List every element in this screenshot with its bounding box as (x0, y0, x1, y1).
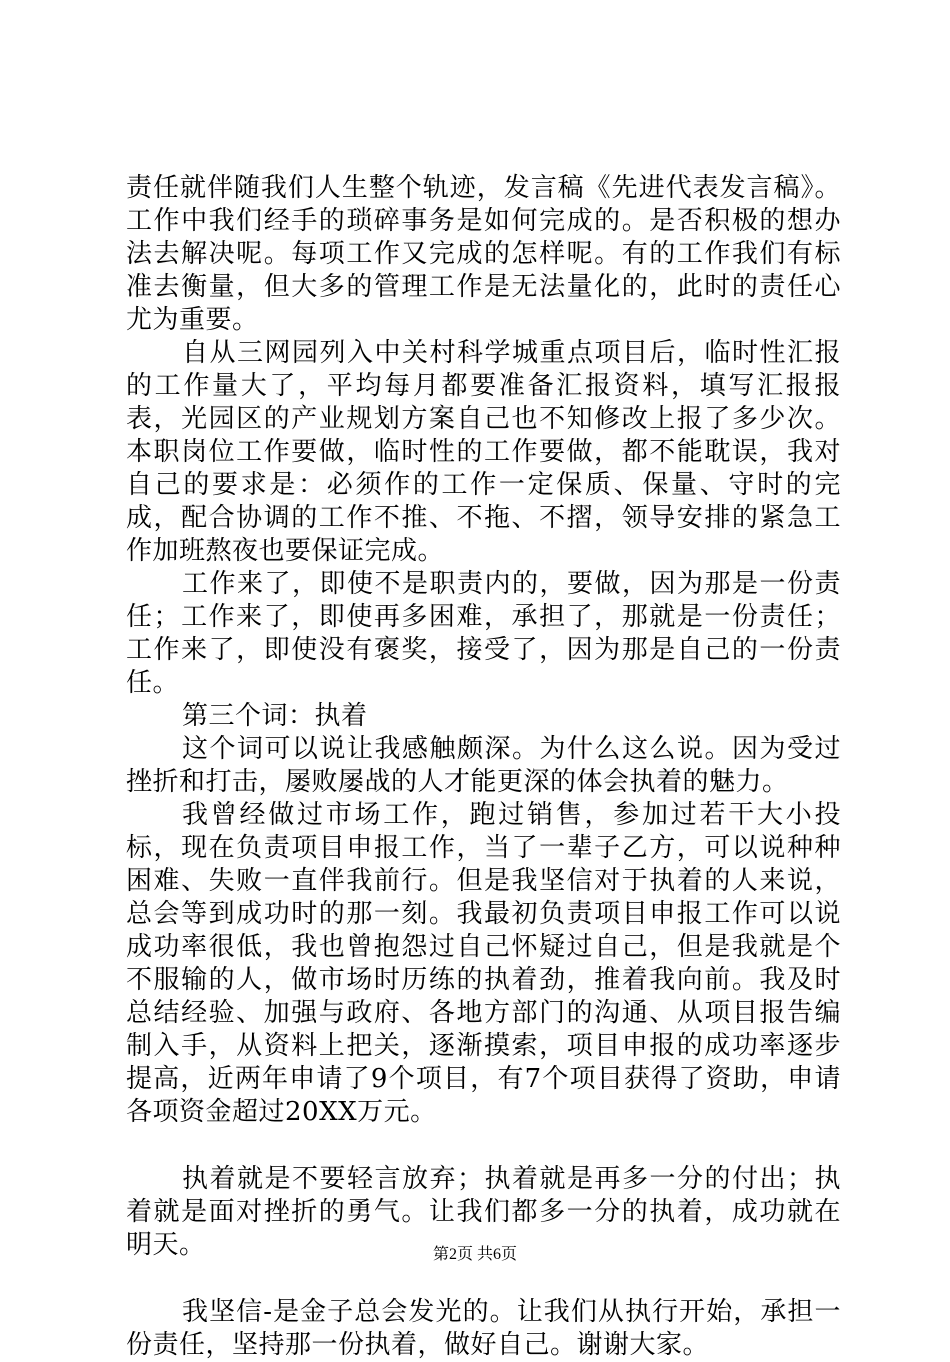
document-body (126, 172, 841, 1362)
page-number-footer: 第2页 共6页 (432, 1246, 517, 1263)
paragraph-responsibility-intro: 责任就伴随我们人生整个轨迹，发言稿《先进代表发言稿》。工作中我们经手的琐碎事务是如何完成的。是否积极的想办法去解决呢。每项工作又完成的怎样呢。有的工作我们有标准去衡量，但大多的管理工作是无法量化的，此时的责任心尤为重要。 (126, 173, 841, 335)
paragraph-market-experience: 我曾经做过市场工作，跑过销售，参加过若干大小投标，现在负责项目申报工作，当了一辈子乙方，可以说种种困难、失败一直伴我前行。但是我坚信对于执着的人来说，总会等到成功时的那一刻。我最初负责项目申报工作可以说成功率很低，我也曾抱怨过自己怀疑过自己，但是我就是个不服输的人，做市场时历练的执着劲，推着我向前。我及时总结经验、加强与政府、各地方部门的沟通、从项目报告编制入手，从资料上把关，逐渐摸索，项目申报的成功率逐步提高，近两年申请了9个项目，有7个项目获得了资助，申请各项资金超过20XX万元。 (126, 800, 841, 1127)
paragraph-sanwangyuan: 自从三网园列入中关村科学城重点项目后，临时性汇报的工作量大了，平均每月都要准备汇报资料，填写汇报报表，光园区的产业规划方案自己也不知修改上报了多少次。本职岗位工作要做，临时性的工作要做，都不能耽误，我对自己的要求是：必须作的工作一定保质、保量、守时的完成，配合协调的工作不推、不拖、不摺，领导安排的紧急工作加班熬夜也要保证完成。 (126, 338, 841, 566)
section-heading-persistence: 第三个词：执着 (182, 701, 368, 731)
paragraph-work-comes: 工作来了，即使不是职责内的，要做，因为那是一份责任；工作来了，即使再多困难，承担了，那就是一份责任；工作来了，即使没有褒奖，接受了，因为那是自己的一份责任。 (126, 569, 841, 698)
paragraph-persistence-intro: 这个词可以说让我感触颇深。为什么这么说。因为受过挫折和打击，屡败屡战的人才能更深的体会执着的魅力。 (126, 734, 841, 797)
paragraph-closing: 我坚信-是金子总会发光的。让我们从执行开始，承担一份责任，坚持那一份执着，做好自己。谢谢大家。 (126, 1297, 841, 1360)
paragraph-persistence-meaning: 执着就是不要轻言放弃；执着就是再多一分的付出；执着就是面对挫折的勇气。让我们都多一分的执着，成功就在明天。 (126, 1164, 841, 1260)
